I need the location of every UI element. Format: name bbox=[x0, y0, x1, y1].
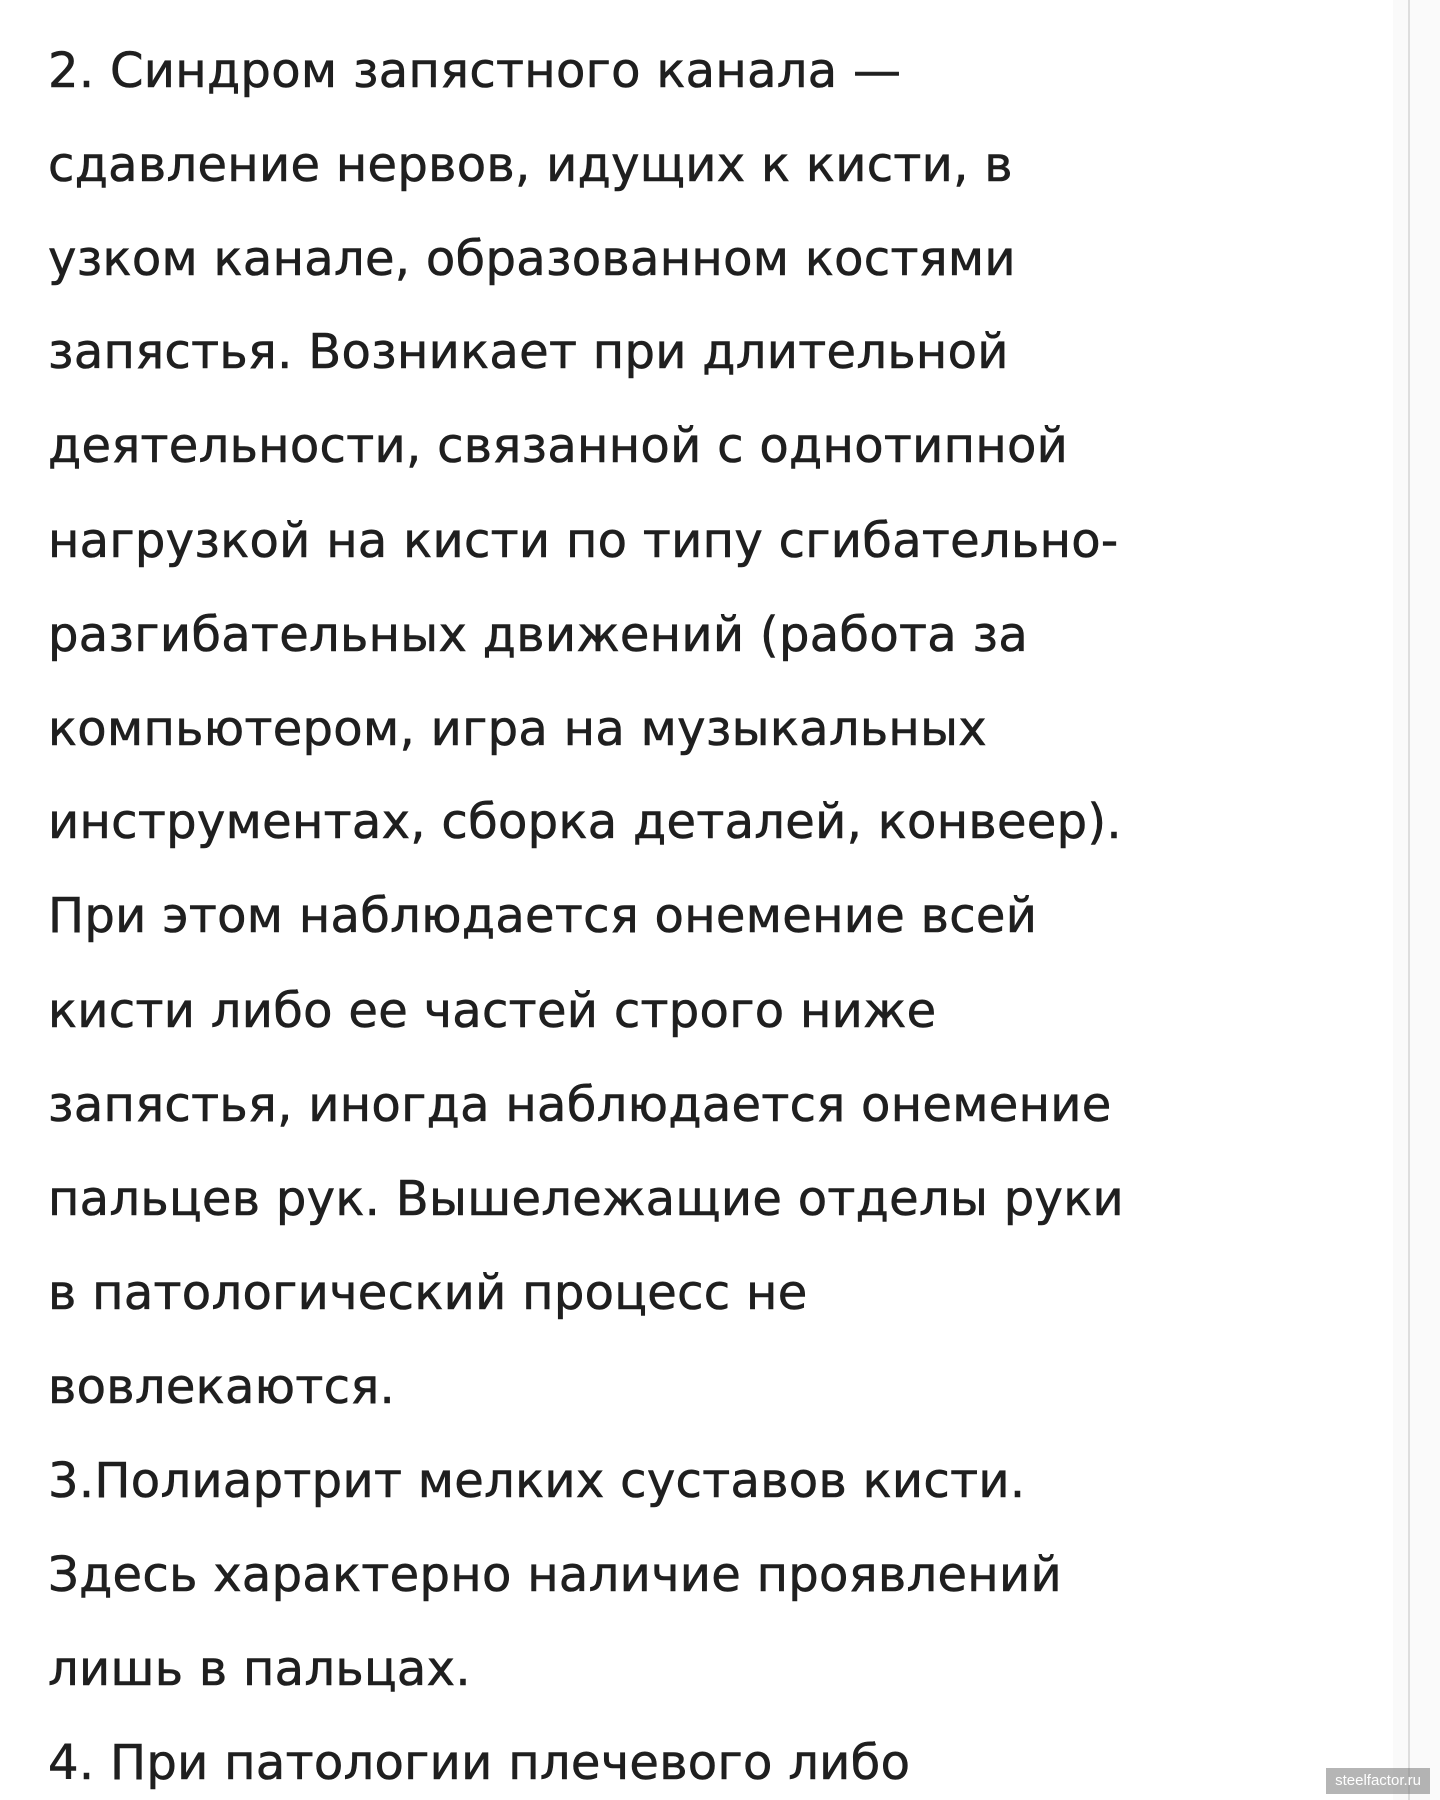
text-line: пальцев рук. Вышележащие отделы руки bbox=[48, 1171, 1124, 1227]
text-line: разгибательных движений (работа за bbox=[48, 607, 1029, 663]
text-line: кисти либо ее частей строго ниже bbox=[48, 983, 937, 1039]
text-line: сдавление нервов, идущих к кисти, в bbox=[48, 137, 1013, 193]
text-line: 3.Полиартрит мелких суставов кисти. bbox=[48, 1453, 1026, 1509]
scrollbar-divider bbox=[1408, 0, 1410, 1800]
text-line: компьютером, игра на музыкальных bbox=[48, 701, 988, 757]
text-line: 2. Синдром запястного канала — bbox=[48, 43, 902, 99]
text-line: Здесь характерно наличие проявлений bbox=[48, 1547, 1062, 1603]
text-line: лишь в пальцах. bbox=[48, 1641, 471, 1697]
text-line: нагрузкой на кисти по типу сгибательно- bbox=[48, 513, 1119, 569]
watermark-label: steelfactor.ru bbox=[1326, 1768, 1430, 1794]
scrollbar-track[interactable] bbox=[1393, 0, 1440, 1800]
text-line: запястья. Возникает при длительной bbox=[48, 324, 1009, 380]
text-line: вовлекаются. bbox=[48, 1359, 396, 1415]
text-line: инструментах, сборка деталей, конвеер). bbox=[48, 794, 1122, 850]
text-line: деятельности, связанной с однотипной bbox=[48, 418, 1069, 474]
text-line: запястья, иногда наблюдается онемение bbox=[48, 1077, 1112, 1133]
text-line: 4. При патологии плечевого либо bbox=[48, 1735, 911, 1791]
text-line: в патологический процесс не bbox=[48, 1265, 808, 1321]
text-line: При этом наблюдается онемение всей bbox=[48, 888, 1038, 944]
text-line: узком канале, образованном костями bbox=[48, 231, 1016, 287]
